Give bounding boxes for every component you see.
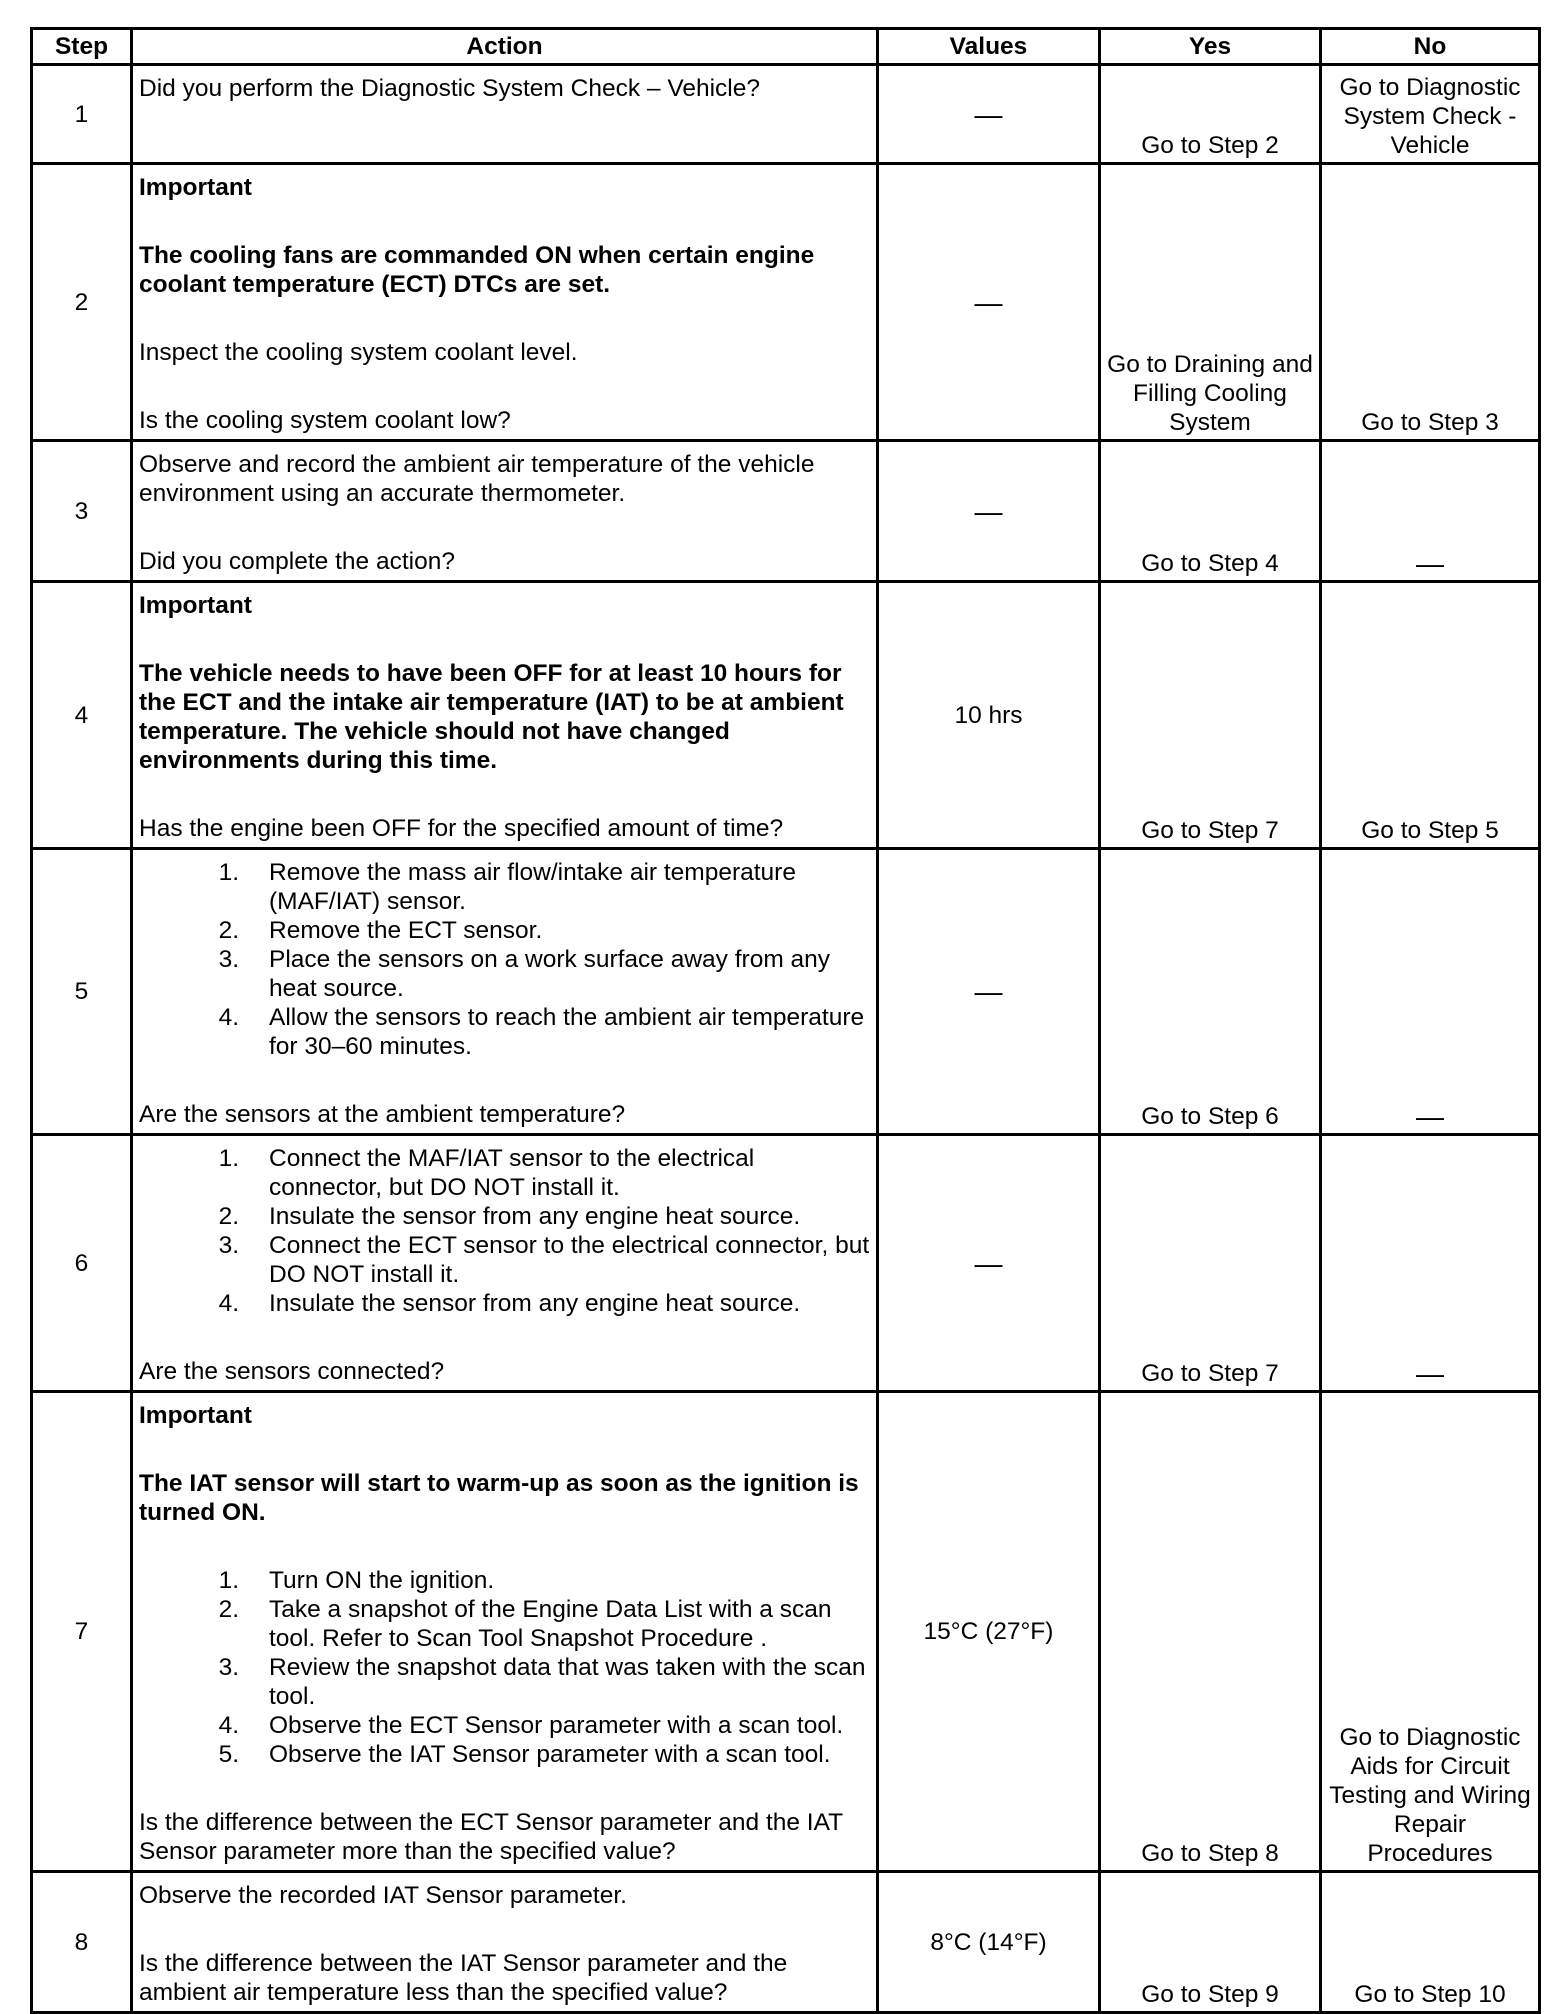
important-label: Important	[139, 1402, 252, 1429]
list-item: 1. Remove the mass air flow/intake air temperature (MAF/IAT) sensor.	[218, 859, 796, 915]
header-action: Action	[132, 29, 878, 65]
procedure-list	[139, 858, 870, 1061]
table-row-step-7	[32, 1392, 1540, 1872]
action-question: Are the sensors connected?	[139, 1358, 445, 1385]
no-cell: Go to Step 10	[1321, 1872, 1540, 2013]
table-row-step-3	[32, 441, 1540, 582]
table-row-step-2	[32, 164, 1540, 441]
list-item: 3. Connect the ECT sensor to the electrical connector, but DO NOT install it.	[218, 1232, 870, 1288]
step-number: 7	[32, 1392, 132, 1872]
yes-cell: Go to Draining and Filling Cooling System	[1100, 164, 1321, 441]
list-item: 3. Place the sensors on a work surface away from any heat source.	[218, 946, 831, 1002]
procedure-list	[139, 1144, 870, 1318]
action-question: Is the cooling system coolant low?	[139, 407, 511, 434]
header-step: Step	[32, 29, 132, 65]
no-cell: —	[1321, 1135, 1540, 1392]
values-cell: 15°C (27°F)	[878, 1392, 1100, 1872]
action-instruction: Observe and record the ambient air temperature of the vehicle environment using an accurate thermometer.	[139, 451, 815, 507]
step-number: 5	[32, 849, 132, 1135]
list-item: 3. Review the snapshot data that was taken with the scan tool.	[218, 1654, 866, 1710]
list-item: 2. Insulate the sensor from any engine heat source.	[218, 1203, 801, 1230]
no-cell: Go to Step 3	[1321, 164, 1540, 441]
values-cell: —	[878, 441, 1100, 582]
action-question: Are the sensors at the ambient temperature?	[139, 1101, 626, 1128]
list-item: 4. Observe the ECT Sensor parameter with a scan tool.	[218, 1712, 844, 1739]
values-cell: —	[878, 65, 1100, 164]
action-instruction: Inspect the cooling system coolant level.	[139, 339, 578, 366]
table-row-step-1	[32, 65, 1540, 164]
important-note: The IAT sensor will start to warm-up as soon as the ignition is turned ON.	[139, 1470, 859, 1526]
no-cell: —	[1321, 849, 1540, 1135]
yes-cell: Go to Step 7	[1100, 1135, 1321, 1392]
important-label: Important	[139, 592, 252, 619]
step-number: 1	[32, 65, 132, 164]
values-cell: 8°C (14°F)	[878, 1872, 1100, 2013]
action-question: Did you complete the action?	[139, 548, 455, 575]
values-cell: —	[878, 1135, 1100, 1392]
step-number: 3	[32, 441, 132, 582]
values-cell: —	[878, 164, 1100, 441]
step-number: 4	[32, 582, 132, 849]
list-item: 5. Observe the IAT Sensor parameter with a scan tool.	[218, 1741, 831, 1768]
header-values: Values	[878, 29, 1100, 65]
values-cell: 10 hrs	[878, 582, 1100, 849]
list-item: 2. Take a snapshot of the Engine Data List with a scan tool. Refer to Scan Tool Snapshot Procedure .	[218, 1596, 832, 1652]
diagnostic-table-sheet	[30, 27, 1538, 2014]
table-row-step-8	[32, 1872, 1540, 2013]
list-item: 1. Turn ON the ignition.	[218, 1567, 495, 1594]
header-row	[32, 29, 1540, 65]
step-number: 6	[32, 1135, 132, 1392]
header-no: No	[1321, 29, 1540, 65]
list-item: 4. Allow the sensors to reach the ambient air temperature for 30–60 minutes.	[218, 1004, 865, 1060]
action-question: Has the engine been OFF for the specified amount of time?	[139, 815, 784, 842]
table-row-step-6	[32, 1135, 1540, 1392]
important-label: Important	[139, 174, 252, 201]
action-cell	[132, 849, 878, 1135]
no-cell: Go to Diagnostic System Check - Vehicle	[1321, 65, 1540, 164]
action-cell	[132, 1872, 878, 2013]
values-cell: —	[878, 849, 1100, 1135]
yes-cell: Go to Step 7	[1100, 582, 1321, 849]
yes-cell: Go to Step 6	[1100, 849, 1321, 1135]
important-note: The cooling fans are commanded ON when certain engine coolant temperature (ECT) DTCs are set.	[139, 242, 815, 298]
list-item: 4. Insulate the sensor from any engine heat source.	[218, 1290, 801, 1317]
step-number: 2	[32, 164, 132, 441]
action-question: Did you perform the Diagnostic System Check – Vehicle?	[139, 75, 760, 102]
no-cell: Go to Diagnostic Aids for Circuit Testing and Wiring Repair Procedures	[1321, 1392, 1540, 1872]
action-instruction: Observe the recorded IAT Sensor parameter.	[139, 1882, 627, 1909]
step-number: 8	[32, 1872, 132, 2013]
action-cell	[132, 1392, 878, 1872]
action-cell	[132, 441, 878, 582]
procedure-list	[139, 1566, 870, 1769]
yes-cell: Go to Step 4	[1100, 441, 1321, 582]
action-question: Is the difference between the IAT Sensor parameter and the ambient air temperature less than the specified value?	[139, 1950, 788, 2006]
list-item: 1. Connect the MAF/IAT sensor to the electrical connector, but DO NOT install it.	[218, 1145, 755, 1201]
action-cell	[132, 65, 878, 164]
table-row-step-4	[32, 582, 1540, 849]
yes-cell: Go to Step 9	[1100, 1872, 1321, 2013]
table-row-step-5	[32, 849, 1540, 1135]
list-item: 2. Remove the ECT sensor.	[218, 917, 543, 944]
action-cell	[132, 1135, 878, 1392]
action-cell	[132, 164, 878, 441]
action-question: Is the difference between the ECT Sensor parameter and the IAT Sensor parameter more than the specified value?	[139, 1809, 843, 1865]
diagnostic-table	[30, 27, 1541, 2014]
yes-cell: Go to Step 2	[1100, 65, 1321, 164]
action-cell	[132, 582, 878, 849]
no-cell: Go to Step 5	[1321, 582, 1540, 849]
yes-cell: Go to Step 8	[1100, 1392, 1321, 1872]
important-note: The vehicle needs to have been OFF for at least 10 hours for the ECT and the intake air temperature (IAT) to be at ambient temperature. The vehicle should not have changed environments during this time.	[139, 660, 844, 774]
header-yes: Yes	[1100, 29, 1321, 65]
no-cell: —	[1321, 441, 1540, 582]
